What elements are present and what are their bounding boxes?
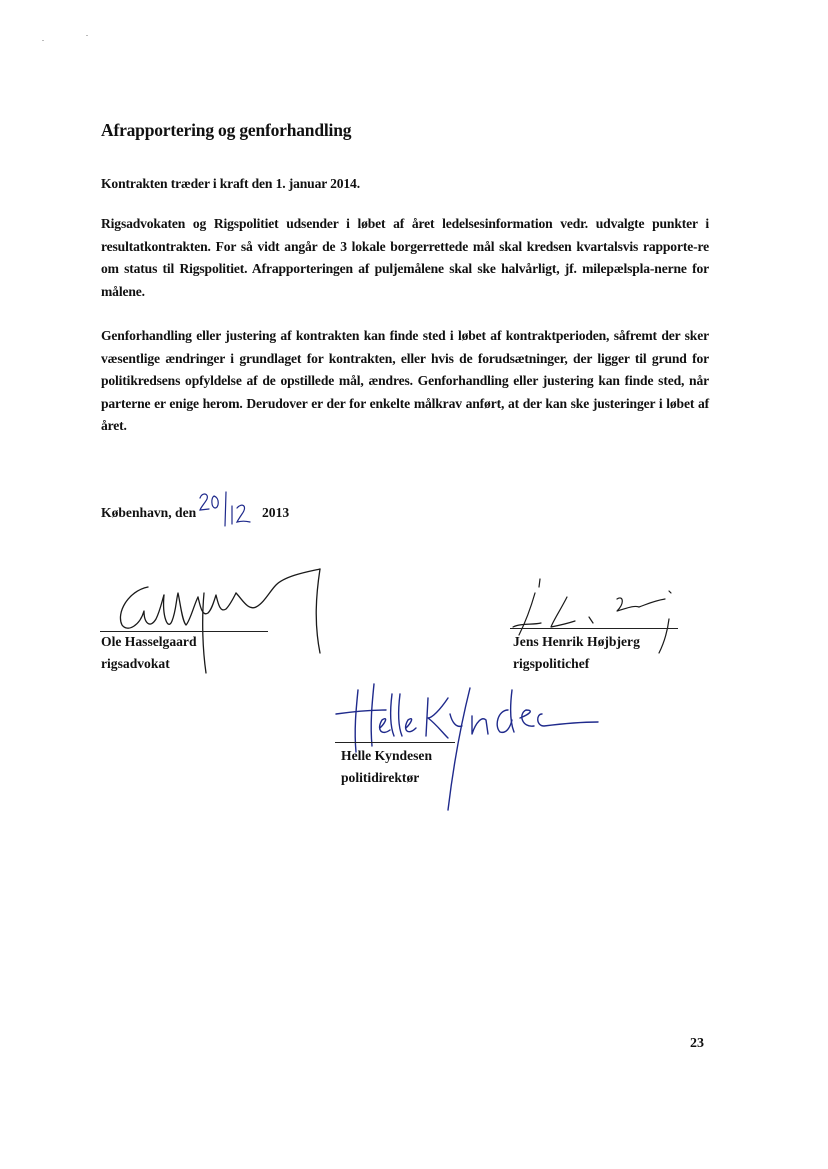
scan-speck (86, 35, 88, 36)
paragraph-effective-date: Kontrakten træder i kraft den 1. januar 2014. (101, 176, 360, 191)
signature-line (100, 631, 268, 632)
dateline-place: København, den (101, 505, 197, 520)
dateline-year: 2013 (262, 505, 290, 520)
handwritten-date (192, 488, 262, 530)
signatory-name: Helle Kyndesen (341, 748, 433, 763)
signatory-role: rigspolitichef (513, 656, 590, 671)
page-title: Afrapportering og genforhandling (101, 120, 352, 140)
paragraph-reporting: Rigsadvokaten og Rigspolitiet udsender i løbet af året ledelsesinformation vedr. udvalgte punkter i resultatkontrakten. For så vidt angår de 3 lokale borgerrettede mål skal kredsen kvartalsvis rapporte-re om status til Rigspolitiet. Afrapporteringen af puljemålene skal ske halvårligt, jf. milepælspla-nerne for målene. (101, 216, 709, 299)
signatory-name: Ole Hasselgaard (101, 634, 197, 649)
signatory-role: rigsadvokat (101, 656, 170, 671)
signatory-name: Jens Henrik Højbjerg (513, 634, 640, 649)
handwritten-date-drawing (192, 488, 262, 530)
paragraph-renegotiation: Genforhandling eller justering af kontrakten kan finde sted i løbet af kontraktperioden, såfremt der sker væsentlige ændringer i grundlaget for kontrakten, eller hvis de forudsætninger, der ligger til grund for politikredsens opfyldelse af de opstillede mål, ændres. Genforhandling eller justering kan finde sted, når parterne er enige herom. Derudover er der for enkelte målkrav anført, at der kan ske justeringer i løbet af året. (101, 328, 709, 433)
signature-line (335, 742, 455, 743)
scan-speck (42, 40, 44, 41)
signature-helle-kyndesen (330, 670, 600, 820)
signatory-role: politidirektør (341, 770, 420, 785)
signature-line (510, 628, 678, 629)
page-number: 23 (690, 1036, 704, 1051)
